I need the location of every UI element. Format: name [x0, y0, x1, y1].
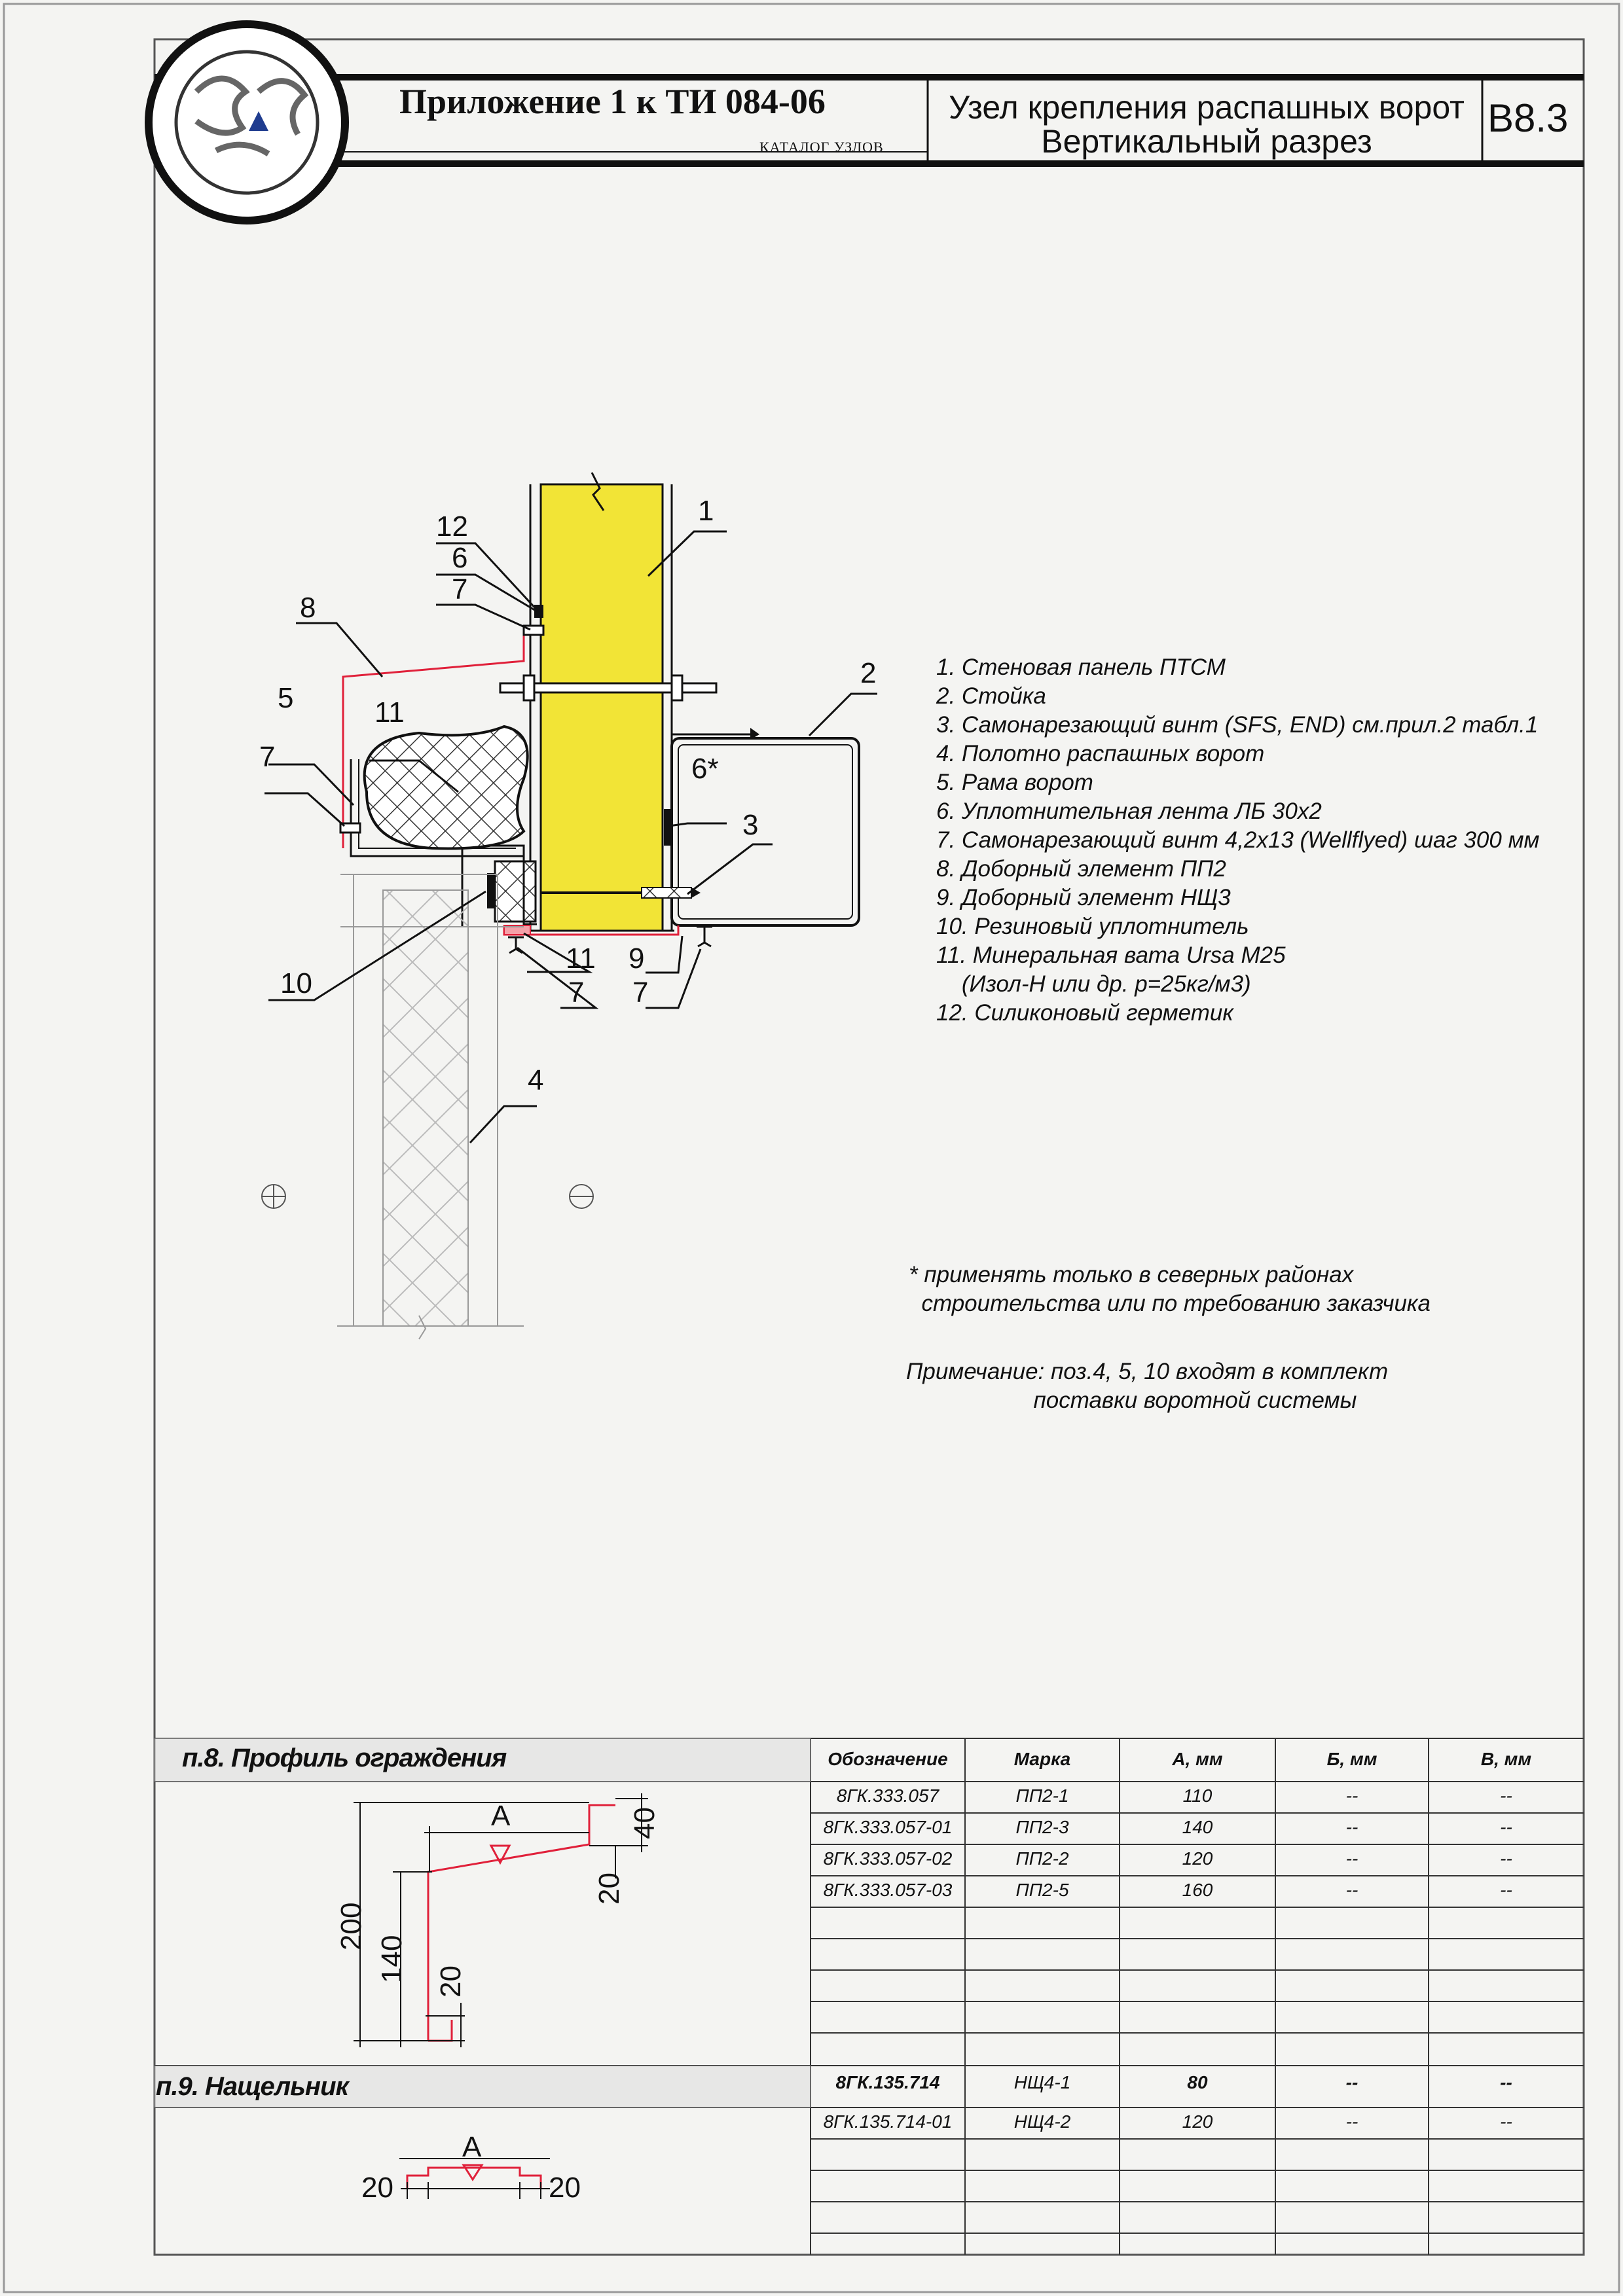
- callout-4: 4: [528, 1064, 544, 1096]
- cell-mark: НЩ4-2: [1013, 2111, 1071, 2132]
- cell-designation: 8ГК.333.057-02: [823, 1848, 953, 1869]
- cell-v: --: [1500, 2072, 1512, 2092]
- cell-mark: ПП2-5: [1015, 1880, 1069, 1900]
- dim-40: 40: [629, 1807, 661, 1839]
- drawing-frame: [155, 39, 1584, 2255]
- asterisk-note: * применять только в северных районах строительства или по требованию заказчика: [909, 1262, 1431, 1316]
- cell-v: --: [1500, 1880, 1512, 1900]
- cell-v: --: [1500, 1785, 1512, 1806]
- callout-6-star: 6*: [691, 753, 719, 785]
- remark-note: Примечание: поз.4, 5, 10 входят в комплект поставки воротной системы: [906, 1359, 1389, 1413]
- callout-8: 8: [300, 592, 316, 624]
- drawing-title-line1: Узел крепления распашных ворот: [949, 89, 1465, 126]
- cell-a: 120: [1182, 2111, 1213, 2132]
- appendix-title: Приложение 1 к ТИ 084-06: [399, 82, 826, 121]
- legend-item: 2. Стойка: [936, 683, 1046, 709]
- drawing-code: В8.3: [1487, 96, 1569, 140]
- legend-item: 4. Полотно распашных ворот: [936, 741, 1265, 766]
- section9-title: п.9. Нащельник: [156, 2072, 348, 2101]
- cell-designation: 8ГК.333.057-01: [823, 1817, 953, 1837]
- node-section-drawing: [337, 473, 859, 1339]
- cell-mark: ПП2-2: [1015, 1848, 1069, 1869]
- cell-mark: НЩ4-1: [1013, 2072, 1071, 2092]
- catalog-subtitle: КАТАЛОГ УЗЛОВ: [759, 139, 884, 155]
- cell-designation: 8ГК.333.057-03: [823, 1880, 953, 1900]
- table-header-mark: Марка: [1013, 1749, 1071, 1769]
- dim-a-pp2: А: [491, 1800, 511, 1832]
- table-header-a: А, мм: [1172, 1749, 1223, 1769]
- callout-7-top: 7: [452, 573, 468, 605]
- legend-item: 10. Резиновый уплотнитель: [936, 914, 1249, 939]
- cell-v: --: [1500, 1848, 1512, 1869]
- cell-a: 80: [1187, 2072, 1208, 2092]
- table-header-v: В, мм: [1480, 1749, 1532, 1769]
- dim-140: 140: [376, 1935, 408, 1983]
- callout-11-bottom: 11: [566, 942, 596, 975]
- callout-2: 2: [860, 657, 877, 689]
- cell-mark: ПП2-3: [1015, 1817, 1069, 1837]
- cell-v: --: [1500, 1817, 1512, 1837]
- legend-item: (Изол-Н или др. р=25кг/м3): [936, 971, 1251, 997]
- callout-5: 5: [278, 682, 294, 714]
- outer-frame: [4, 4, 1619, 2292]
- cell-a: 160: [1182, 1880, 1213, 1900]
- profile-nsh-drawing: [399, 2159, 550, 2199]
- cell-a: 140: [1182, 1817, 1213, 1837]
- cell-b: --: [1345, 1880, 1359, 1900]
- drawing-title: [928, 90, 1485, 158]
- callout-11-top: 11: [374, 696, 405, 728]
- legend-item: 12. Силиконовый герметик: [936, 1000, 1233, 1026]
- dim-a-nsh: А: [462, 2131, 482, 2163]
- legend-item: 3. Самонарезающий винт (SFS, END) см.прил.2 табл.1: [936, 712, 1539, 738]
- cell-b: --: [1345, 2072, 1359, 2092]
- legend-item: 11. Минеральная вата Ursa M25: [936, 942, 1286, 968]
- dim-200: 200: [335, 1902, 367, 1950]
- cell-a: 110: [1182, 1785, 1213, 1806]
- cell-b: --: [1345, 1817, 1359, 1837]
- legend-item: 7. Самонарезающий винт 4,2х13 (Wellflyed) шаг 300 мм: [936, 827, 1540, 853]
- company-logo: [149, 24, 345, 221]
- cell-b: --: [1345, 2111, 1359, 2132]
- callout-3: 3: [742, 809, 759, 841]
- callout-7-bottom-left: 7: [568, 977, 585, 1009]
- dim-20-right-nsh: 20: [549, 2172, 581, 2204]
- table-header-b: Б, мм: [1326, 1749, 1377, 1769]
- dim-20-right: 20: [593, 1873, 625, 1905]
- cell-designation: 8ГК.135.714-01: [823, 2111, 953, 2132]
- legend-item: 6. Уплотнительная лента ЛБ 30х2: [936, 798, 1322, 824]
- cell-designation: 8ГК.333.057: [836, 1785, 939, 1806]
- legend-item: 1. Стеновая панель ПТСМ: [936, 655, 1226, 680]
- cell-mark: ПП2-1: [1015, 1785, 1069, 1806]
- legend-item: 9. Доборный элемент НЩ3: [936, 885, 1231, 910]
- callout-12: 12: [436, 511, 468, 543]
- callout-7-bottom-right: 7: [632, 977, 649, 1009]
- legend-item: 8. Доборный элемент ПП2: [936, 856, 1226, 882]
- cell-b: --: [1345, 1848, 1359, 1869]
- callout-6: 6: [452, 542, 468, 574]
- dim-20-left-nsh: 20: [361, 2172, 393, 2204]
- callout-10: 10: [280, 967, 312, 999]
- callout-1: 1: [698, 495, 714, 527]
- cell-v: --: [1500, 2111, 1512, 2132]
- drawing-title-line2: Вертикальный разрез: [1041, 123, 1372, 160]
- cell-designation: 8ГК.135.714: [835, 2072, 940, 2092]
- cell-b: --: [1345, 1785, 1359, 1806]
- table-header-designation: Обозначение: [828, 1749, 948, 1769]
- section8-title: п.8. Профиль ограждения: [182, 1744, 507, 1772]
- callout-7-left: 7: [259, 741, 276, 773]
- legend-list: [936, 653, 1540, 1028]
- dim-20-bottom: 20: [435, 1965, 467, 1998]
- callout-9: 9: [629, 942, 645, 975]
- cell-a: 120: [1182, 1848, 1213, 1869]
- legend-item: 5. Рама ворот: [936, 770, 1093, 795]
